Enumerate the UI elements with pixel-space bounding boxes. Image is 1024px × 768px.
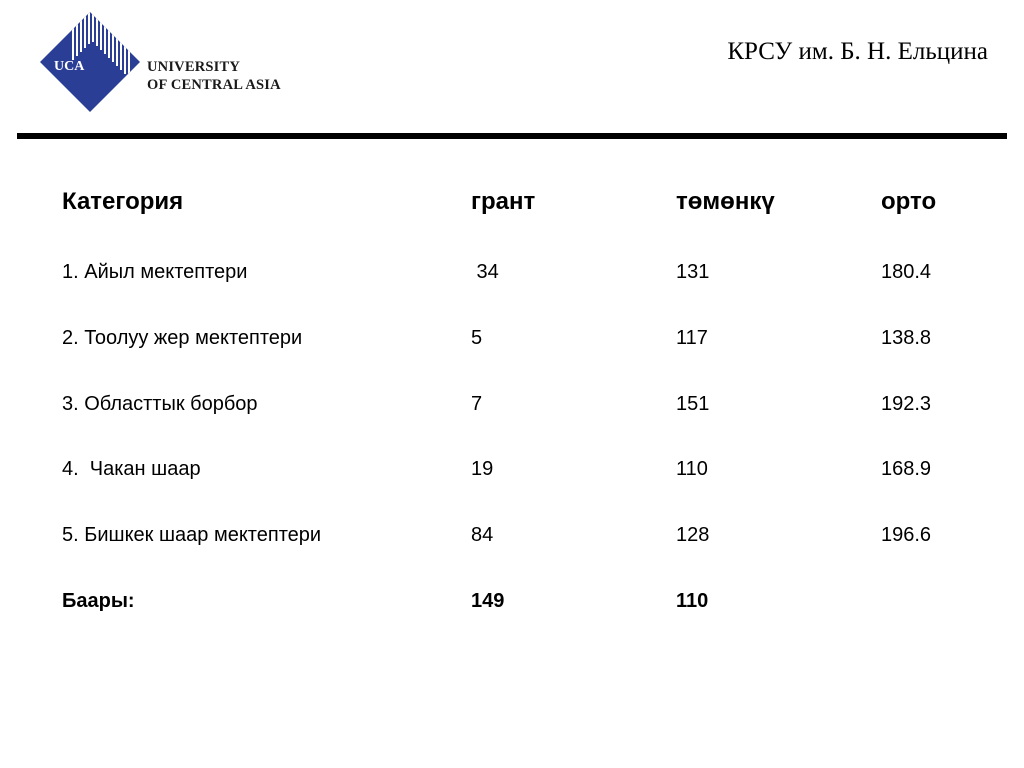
institution-name: КРСУ им. Б. Н. Ельцина [727,38,988,65]
table-row-1-average: 180.4 [881,261,932,283]
table-row-1-low: 131 [676,261,710,283]
table-row-5-category: 5. Бишкек шаар мектептери [62,524,322,546]
table-row-4-category: 4. Чакан шаар [62,458,201,480]
table-row-5-low: 128 [676,524,710,546]
table-row-2-low: 117 [676,327,708,349]
column-header-low: төмөнкү [676,188,775,215]
table-row-3-grant: 7 [471,393,483,415]
table-row-1-grant: 34 [471,261,499,283]
total-row-low: 110 [676,590,709,612]
total-row-grant: 149 [471,590,505,612]
column-header-average: орто [881,188,937,215]
table-row-3-category: 3. Областтык борбор [62,393,258,415]
logo-text-line2: OF CENTRAL ASIA [147,77,281,93]
table-row-2-grant: 5 [471,327,483,349]
column-header-grant: грант [471,188,536,215]
total-row-label: Баары: [62,590,135,612]
table-row-2-category: 2. Тоолуу жер мектептери [62,327,303,349]
logo-text-line1: UNIVERSITY [147,59,241,75]
table-row-2-average: 138.8 [881,327,932,349]
table-row-5-grant: 84 [471,524,494,546]
table-row-4-average: 168.9 [881,458,932,480]
logo-badge-text: UCA [54,59,85,74]
table-row-4-grant: 19 [471,458,494,480]
table-row-3-average: 192.3 [881,393,932,415]
table-row-4-low: 110 [676,458,708,480]
table-row-5-average: 196.6 [881,524,932,546]
column-header-category: Категория [62,188,184,215]
table-row-3-low: 151 [676,393,710,415]
table-row-1-category: 1. Айыл мектептери [62,261,248,283]
